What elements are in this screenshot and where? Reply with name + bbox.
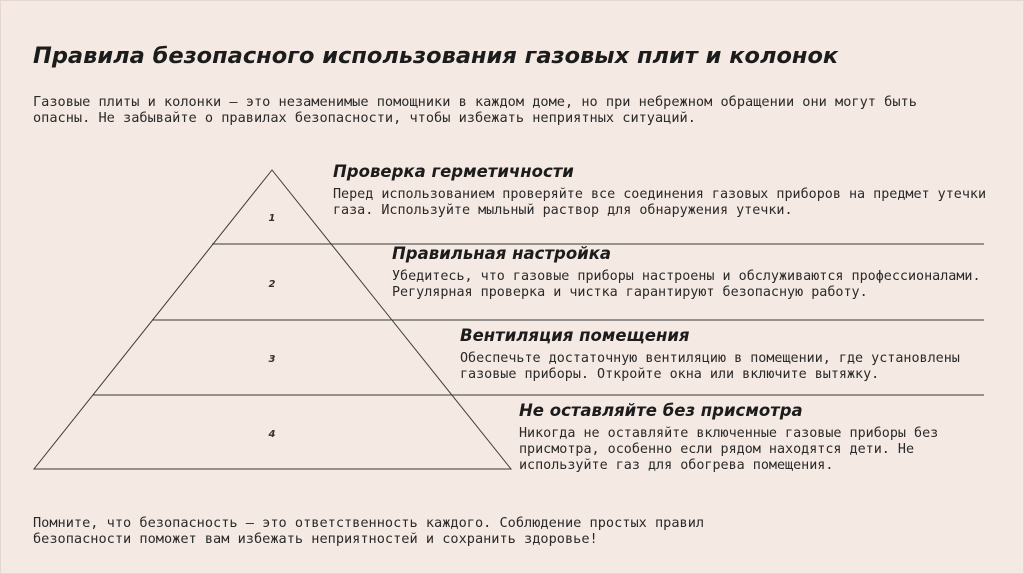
step-3-block: [460, 326, 970, 383]
footer-text: Помните, что безопасность – это ответственность каждого. Соблюдение простых правил безопасности поможет вам избежать неприятностей и сохранить здоровье!: [33, 515, 705, 547]
slide-title: Правила безопасного использования газовых плит и колонок: [33, 43, 839, 69]
level-number: 1: [268, 213, 276, 224]
step-heading: Вентиляция помещения: [460, 326, 690, 345]
step-1-block: [333, 162, 993, 219]
step-2-block: [392, 244, 997, 301]
intro-text: Газовые плиты и колонки – это незаменимые помощники в каждом доме, но при небрежном обращении они могут быть опасны. Не забывайте о правилах безопасности, чтобы избежать неприятных ситуаций.: [33, 94, 917, 126]
step-description: Убедитесь, что газовые приборы настроены и обслуживаются профессионалами. Регулярная проверка и чистка гарантируют безопасную работу.: [392, 269, 981, 300]
level-number: 3: [268, 354, 276, 365]
step-heading: Правильная настройка: [392, 244, 612, 263]
step-heading: Проверка герметичности: [333, 162, 574, 181]
level-number: 2: [268, 279, 276, 290]
level-number: 4: [268, 429, 276, 440]
step-description: Перед использованием проверяйте все соединения газовых приборов на предмет утечки газа. Используйте мыльный раствор для обнаружения утечки.: [333, 187, 987, 218]
step-description: Обеспечьте достаточную вентиляцию в помещении, где установлены газовые приборы. Откройте окна или включите вытяжку.: [460, 351, 960, 382]
step-description: Никогда не оставляйте включенные газовые приборы без присмотра, особенно если рядом находятся дети. Не используйте газ для обогрева помещения.: [519, 426, 939, 473]
step-4-block: [519, 401, 999, 474]
step-heading: Не оставляйте без присмотра: [519, 401, 803, 420]
